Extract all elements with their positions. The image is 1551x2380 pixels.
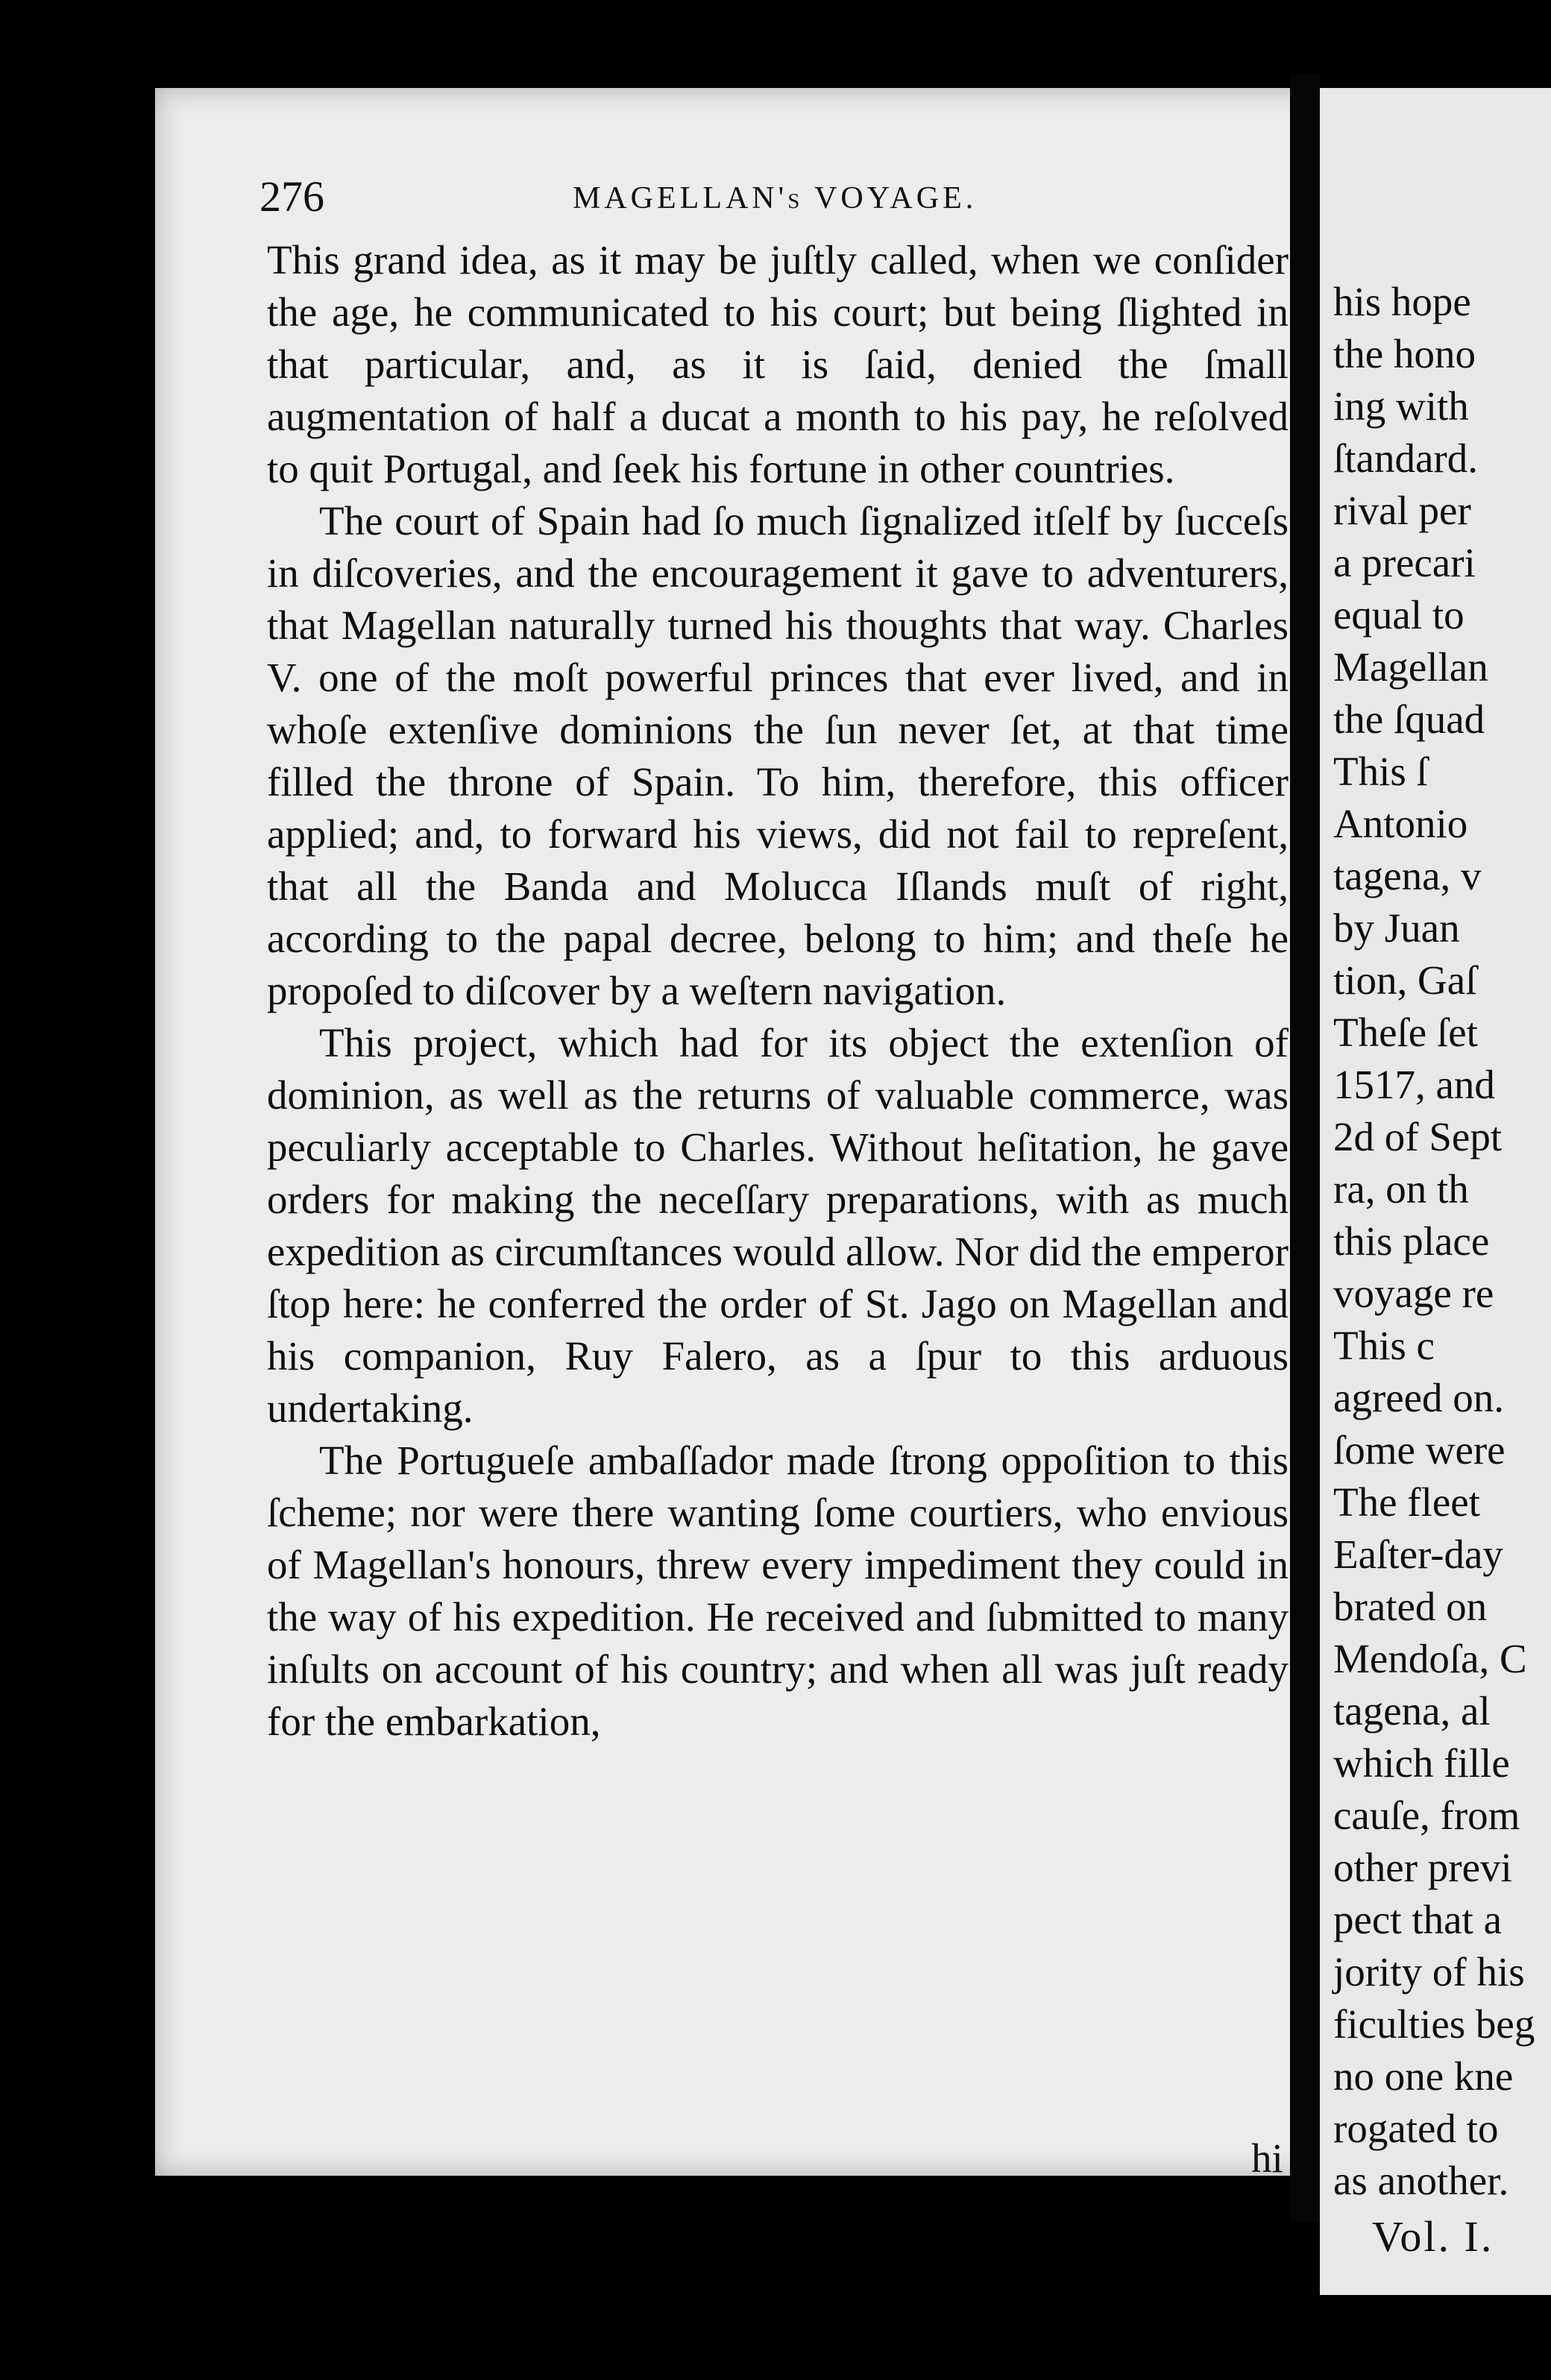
text-line: tagena, al bbox=[1333, 1688, 1491, 1734]
text-line: agreed on. bbox=[1333, 1375, 1505, 1420]
body-text bbox=[267, 234, 1289, 1748]
text-line: by Juan bbox=[1333, 905, 1460, 951]
text-line: 2d of Sept bbox=[1333, 1114, 1503, 1159]
left-page bbox=[155, 88, 1326, 2181]
running-head: MAGELLAN's VOYAGE. bbox=[573, 181, 978, 215]
page-number: 276 bbox=[259, 172, 324, 221]
text-line: this place bbox=[1333, 1218, 1490, 1264]
text-line: Magellan bbox=[1333, 644, 1488, 690]
text-line: no one kne bbox=[1333, 2053, 1514, 2099]
paragraph: The Portugueſe ambaſſador made ſtrong oppoſition to this ſcheme; nor were there wanting ſome courtiers, who envious of Magellan's honours, threw every impediment they could in the way of his expedition. He received and ſubmitted to many inſults on account of his country; and when all was juſt ready for the embarkation, bbox=[267, 1438, 1289, 1744]
text-line: This c bbox=[1333, 1323, 1435, 1368]
book-gutter bbox=[1290, 75, 1320, 2222]
right-page bbox=[1320, 88, 1551, 2295]
text-line: equal to bbox=[1333, 592, 1465, 638]
text-line: ficulties beg bbox=[1333, 2001, 1535, 2047]
page-header bbox=[259, 171, 1289, 224]
right-page-text bbox=[1333, 276, 1551, 2207]
text-line: as another. bbox=[1333, 2158, 1509, 2203]
paragraph: This project, which had for its object the extenſion of dominion, as well as the returns of valuable commerce, was peculiarly acceptable to Charles. Without heſitation, he gave orders for making the neceſſary preparations, with as much expedition as circumſtances would allow. Nor did the emperor ſtop here: he conferred the order of St. Jago on Magellan and his companion, Ruy Falero, as a ſpur to this arduous undertaking. bbox=[267, 1020, 1289, 1431]
text-line: ſome were bbox=[1333, 1427, 1506, 1473]
text-line: The fleet bbox=[1333, 1479, 1480, 1525]
text-line: the ſquad bbox=[1333, 696, 1485, 742]
text-line: which fille bbox=[1333, 1740, 1510, 1786]
catchword: hi bbox=[1251, 2135, 1283, 2181]
text-line: This ſ bbox=[1333, 749, 1428, 794]
text-line: cauſe, from bbox=[1333, 1792, 1520, 1838]
text-line: Theſe ſet bbox=[1333, 1010, 1478, 1055]
paragraph: This grand idea, as it may be juſtly called, when we conſider the age, he communicated to his court; but being ſlighted in that particular, and, as it is ſaid, denied the ſmall augmentation of half a ducat a month to his pay, he reſolved to quit Portugal, and ſeek his fortune in other countries. bbox=[267, 237, 1289, 491]
text-line: brated on bbox=[1333, 1584, 1488, 1629]
text-line: rogated to bbox=[1333, 2106, 1499, 2151]
text-line: other previ bbox=[1333, 1845, 1512, 1890]
text-line: Mendoſa, C bbox=[1333, 1636, 1527, 1681]
text-line: ing with bbox=[1333, 383, 1469, 429]
text-line: rival per bbox=[1333, 488, 1471, 533]
text-line: a precari bbox=[1333, 540, 1476, 585]
text-line: 1517, and bbox=[1333, 1062, 1495, 1107]
text-line: tagena, v bbox=[1333, 853, 1482, 898]
paragraph: The court of Spain had ſo much ſignalized itſelf by ſucceſs in diſcoveries, and the encouragement it gave to adventurers, that Magellan naturally turned his thoughts that way. Charles V. one of the moſt powerful princes that ever lived, and in whoſe extenſive dominions the ſun never ſet, at that time filled the throne of Spain. To him, therefore, this officer applied; and, to forward his views, did not fail to repreſent, that all the Banda and Molucca Iſlands muſt of right, according to the papal decree, belong to him; and theſe he propoſed to diſcover by a weſtern navigation. bbox=[267, 498, 1289, 1013]
text-line: his hope bbox=[1333, 279, 1471, 324]
text-line: tion, Gaſ bbox=[1333, 957, 1477, 1003]
text-line: the hono bbox=[1333, 331, 1476, 377]
text-line: Antonio bbox=[1333, 801, 1468, 846]
text-line: pect that a bbox=[1333, 1897, 1502, 1942]
text-line: voyage re bbox=[1333, 1271, 1494, 1316]
text-line: ſtandard. bbox=[1333, 435, 1478, 481]
text-line: Eaſter-day bbox=[1333, 1531, 1503, 1577]
text-line: ra, on th bbox=[1333, 1166, 1469, 1212]
text-line: jority of his bbox=[1333, 1949, 1525, 1995]
volume-signature: Vol. I. bbox=[1372, 2212, 1494, 2261]
